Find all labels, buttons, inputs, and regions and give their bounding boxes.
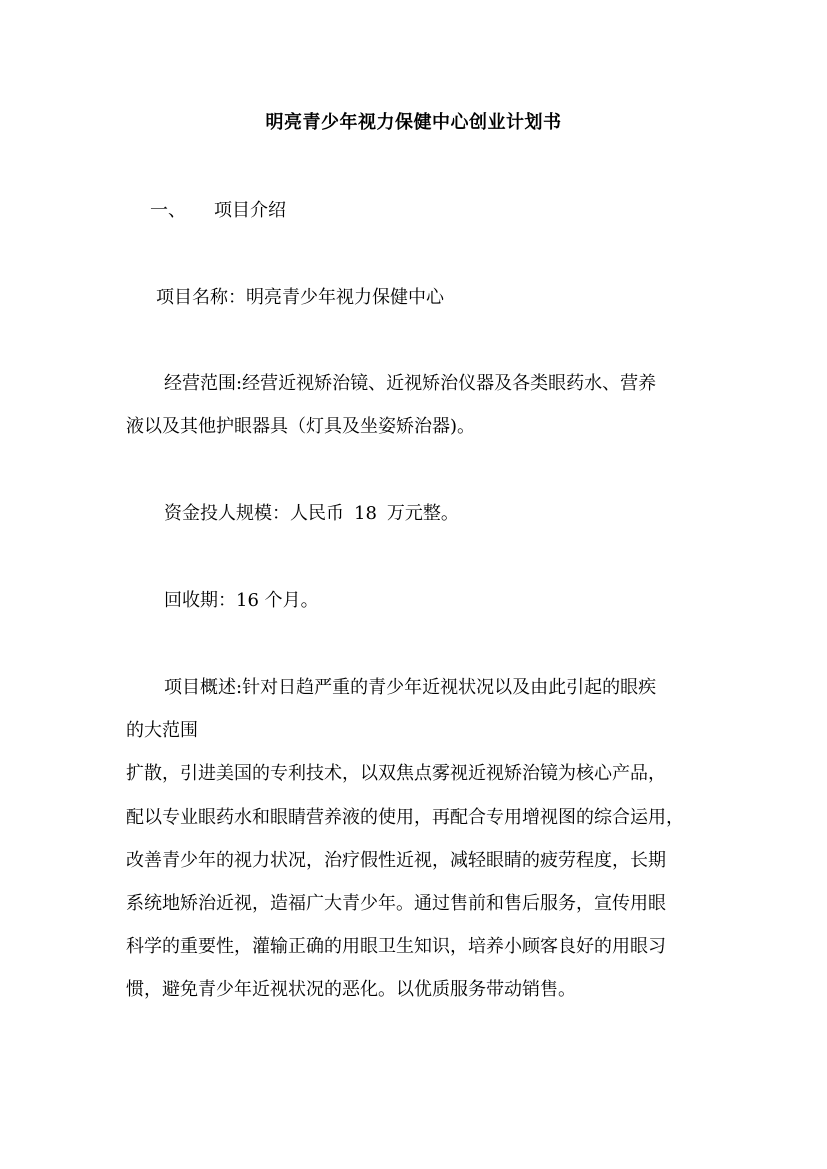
- funding-label: 资金投人规模：: [164, 503, 290, 524]
- business-scope-value: 经营近视矫治镜、近视矫治仪器及各类眼药水、营养: [242, 373, 657, 394]
- overview-label: 项目概述:: [164, 677, 243, 698]
- overview-body-line: 扩散，引进美国的专利技术，以双焦点雾视近视矫治镜为核心产品，: [126, 763, 666, 784]
- overview-body-line: 科学的重要性，灌输正确的用眼卫生知识，培养小顾客良好的用眼习: [126, 936, 666, 957]
- business-scope-line-2: 液以及其他护眼器具（灯具及坐姿矫治器)。: [126, 416, 476, 437]
- overview-value: 针对日趋严重的青少年近视状况以及由此引起的眼疾: [242, 677, 657, 698]
- funding-suffix: 万元整。: [386, 503, 459, 524]
- project-name-label: 项目名称：: [156, 287, 246, 308]
- overview-body-line: 系统地矫治近视，造福广大青少年。通过售前和售后服务，宣传用眼: [126, 893, 666, 914]
- funding-row: [164, 502, 459, 526]
- overview-body-line: 改善青少年的视力状况，治疗假性近视，减轻眼睛的疲劳程度，长期: [126, 850, 666, 871]
- funding-amount: 18: [354, 503, 377, 524]
- project-name-value: 明亮青少年视力保健中心: [246, 287, 444, 308]
- section-number: 一、: [150, 200, 186, 221]
- document-title: 明亮青少年视力保健中心创业计划书: [265, 112, 562, 133]
- overview-line-2: 的大范围: [126, 720, 198, 741]
- overview-body-line: 惯，避免青少年近视状况的恶化。以优质服务带动销售。: [126, 979, 576, 1000]
- payback-row: [164, 589, 319, 613]
- payback-value: 16 个月。: [236, 590, 319, 611]
- overview-line-1: [164, 676, 656, 700]
- section-title: 项目介绍: [214, 200, 286, 221]
- business-scope-label: 经营范围:: [164, 373, 243, 394]
- payback-label: 回收期：: [164, 590, 236, 611]
- overview-body-line: 配以专业眼药水和眼睛营养液的使用，再配合专用增视图的综合运用，: [126, 807, 684, 828]
- business-scope-line-1: [164, 372, 656, 396]
- project-name-row: [156, 286, 444, 310]
- funding-prefix: 人民币: [290, 503, 344, 524]
